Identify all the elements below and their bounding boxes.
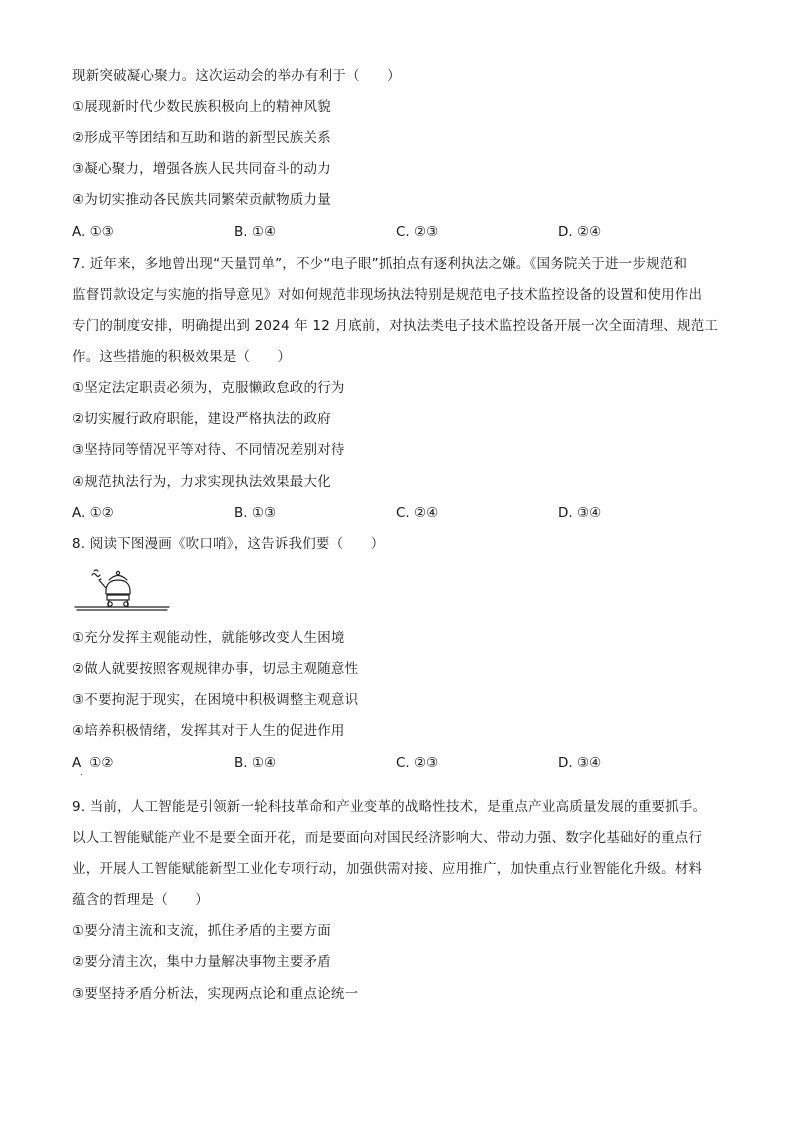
q8-option-c[interactable]: C. ②③	[396, 755, 439, 771]
q7-option-a[interactable]: A. ①②	[72, 505, 114, 521]
q9-item-2: ②要分清主次，集中力量解决事物主要矛盾	[72, 954, 331, 970]
q8-stem: 8. 阅读下图漫画《吹口哨》，这告诉我们要（ ）	[72, 536, 385, 552]
q9-stem-line-2: 以人工智能赋能产业不是要全面开花，而是要面向对国民经济影响大、带动力强、数字化基础好的重点行	[72, 830, 703, 846]
q8-item-4: ④培养积极情绪，发挥其对于人生的促进作用	[72, 723, 345, 739]
q7-stem-line-1: 7. 近年来，多地曾出现“天量罚单”，不少“电子眼”抓拍点有逐利执法之嫌。《国务院关于进一步规范和	[72, 256, 688, 272]
q8-option-a-letter: A	[72, 755, 82, 771]
q9-item-3: ③要坚持矛盾分析法，实现两点论和重点论统一	[72, 986, 359, 1002]
q8-option-b[interactable]: B. ①④	[234, 755, 277, 771]
stray-mark: .	[80, 768, 83, 777]
q7-item-2: ②切实履行政府职能，建设严格执法的政府	[72, 411, 331, 427]
q9-stem-line-3: 业，开展人工智能赋能新型工业化专项行动，加强供需对接、应用推广，加快重点行业智能化升级。材料	[72, 861, 703, 877]
q7-stem-line-4: 作。这些措施的积极效果是（ ）	[72, 349, 292, 365]
q8-option-a[interactable]	[72, 753, 113, 773]
q7-item-3: ③坚持同等情况平等对待、不同情况差别对待	[72, 442, 345, 458]
q8-option-a-value: ①②	[89, 755, 114, 771]
q8-item-3: ③不要拘泥于现实，在困境中积极调整主观意识	[72, 692, 359, 708]
q6-option-b[interactable]: B. ①④	[234, 224, 277, 240]
q6-option-a[interactable]: A. ①③	[72, 224, 114, 240]
q7-option-b[interactable]: B. ①③	[234, 505, 277, 521]
q7-item-4: ④规范执法行为，力求实现执法效果最大化	[72, 474, 331, 490]
q9-stem-line-1: 9. 当前，人工智能是引领新一轮科技革命和产业变革的战略性技术，是重点产业高质量发展的重要抓手。	[72, 799, 707, 815]
q9-stem-line-4: 蕴含的哲理是（ ）	[72, 892, 209, 908]
q8-option-d[interactable]: D. ③④	[558, 755, 602, 771]
q9-item-1: ①要分清主流和支流，抓住矛盾的主要方面	[72, 923, 331, 939]
q6-option-d[interactable]: D. ②④	[558, 224, 602, 240]
q6-item-3: ③凝心聚力，增强各族人民共同奋斗的动力	[72, 161, 331, 177]
q7-stem-line-3: 专门的制度安排，明确提出到 2024 年 12 月底前，对执法类电子技术监控设备开展一次全面清理、规范工	[72, 318, 719, 334]
q6-option-c[interactable]: C. ②③	[396, 224, 439, 240]
q7-option-d[interactable]: D. ③④	[558, 505, 602, 521]
q8-item-1: ①充分发挥主观能动性，就能够改变人生困境	[72, 630, 345, 646]
q6-item-4: ④为切实推动各民族共同繁荣贡献物质力量	[72, 192, 331, 208]
kettle-on-stove-icon	[72, 566, 172, 616]
q7-option-c[interactable]: C. ②④	[396, 505, 439, 521]
q6-stem-end: 现新突破凝心聚力。这次运动会的举办有利于（ ）	[72, 68, 401, 84]
q7-stem-line-2: 监督罚款设定与实施的指导意见》对如何规范非现场执法特别是规范电子技术监控设备的设置和使用作出	[72, 287, 703, 303]
q6-options	[72, 222, 732, 242]
q7-options	[72, 503, 732, 523]
q8-item-2: ②做人就要按照客观规律办事，切忌主观随意性	[72, 661, 359, 677]
q6-item-1: ①展现新时代少数民族积极向上的精神风貌	[72, 99, 331, 115]
q6-item-2: ②形成平等团结和互助和谐的新型民族关系	[72, 130, 331, 146]
q8-options	[72, 753, 732, 773]
q7-item-1: ①坚定法定职责必须为，克服懒政怠政的行为	[72, 380, 345, 396]
